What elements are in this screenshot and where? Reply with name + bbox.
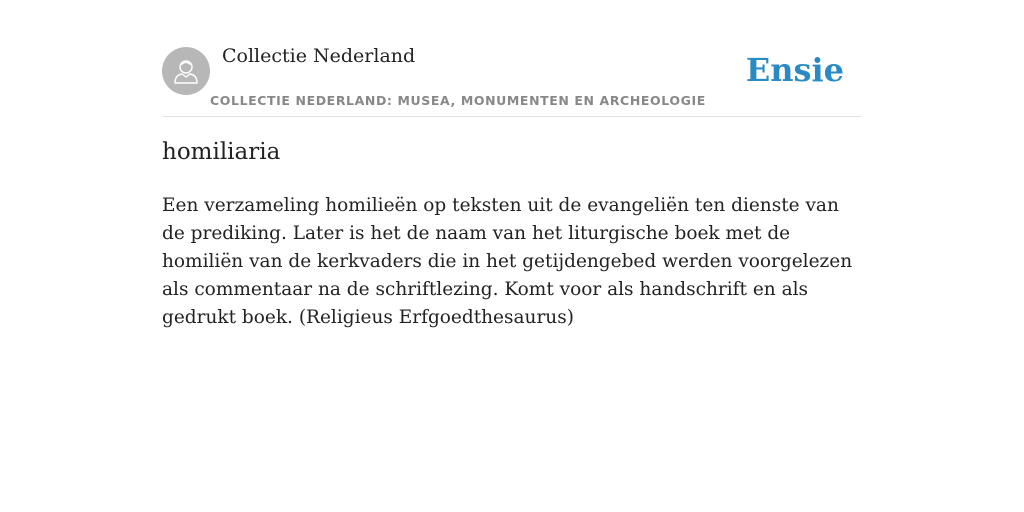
term-title: homiliaria — [162, 139, 281, 165]
avatar[interactable] — [162, 47, 210, 95]
entry-card — [162, 0, 862, 328]
user-icon — [171, 56, 201, 86]
entry-header — [162, 0, 862, 117]
definition-text: Een verzameling homilieën op teksten uit de evangeliën ten dienste van de prediking. Later is het de naam van het liturgische boek met de homiliën van de kerkvaders die in het getijdengebed werden voorgelezen als commentaar na de schriftlezing. Komt voor als handschrift en als gedrukt boek. (Religieus Erfgoedthesaurus) — [162, 195, 853, 328]
brand-logo-link[interactable]: Ensie — [745, 51, 844, 89]
source-link[interactable]: COLLECTIE NEDERLAND: MUSEA, MONUMENTEN EN ARCHEOLOGIE — [210, 93, 706, 108]
author-name-link[interactable]: Collectie Nederland — [222, 45, 416, 67]
